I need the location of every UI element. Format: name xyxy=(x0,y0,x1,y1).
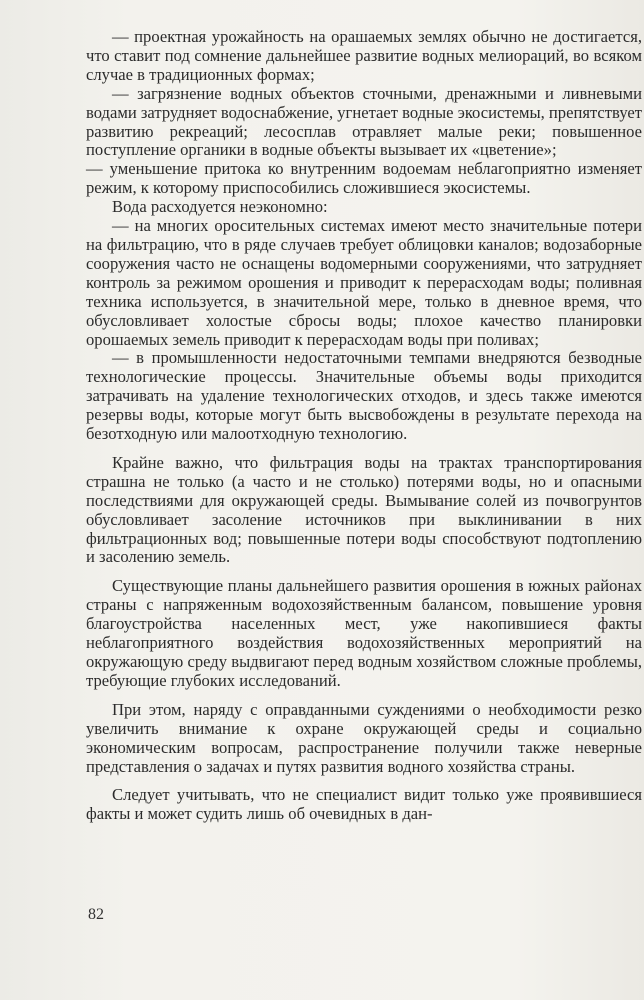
paragraph-specialist: Следует учитывать, что не специалист видит только уже проявившиеся факты и может судить лишь об очевидных в дан- xyxy=(86,785,642,824)
paragraph-filtration: Крайне важно, что фильтрация воды на трактах транспортирования страшна не только (а часто и не столько) потерями воды, но и опасными последствиями для окружающей среды. Вымывание солей из почвогрунтов обусловливает засоление источников при выклинивании в них фильтрационных вод; повышенные потери воды способствуют подтоплению и засолению земель. xyxy=(86,452,642,567)
paragraph-pollution: — загрязнение водных объектов сточными, дренажными и ливневыми водами затрудняет водоснабжение, угнетает водные экосистемы, препятствует развитию рекреаций; лесосплав отравляет малые реки; повышенное поступление органики в водные объекты вызывает их «цветение»; xyxy=(86,83,643,160)
paragraph-industry: — в промышленности недостаточными темпами внедряются безводные технологические процессы. Значительные объемы воды приходится затрачивать на удаление технологических отходов, и здесь также имеются резервы воды, которые могут быть высвобождены в результате перехода на безотходную или малоотходную технологию. xyxy=(86,348,642,444)
paragraph-plans: Существующие планы дальнейшего развития орошения в южных районах страны с напряженным водохозяйственным балансом, повышение уровня благоустройства населенных мест, уже накопившиеся факты неблагоприятного воздействия водохозяйственных мероприятий на окружающую среду выдвигают перед водным хозяйством сложные проблемы, требующие глубоких исследований. xyxy=(86,576,642,690)
paragraph-opinions: При этом, наряду с оправданными суждениями о необходимости резко увеличить внимание к охране окружающей среды и социально экономическим вопросам, распространение получили также неверные представления о задачах и путях развития водного хозяйства страны. xyxy=(86,699,642,776)
page-body xyxy=(86,28,642,824)
paragraph-inflow-reduction: — уменьшение притока ко внутренним водоемам неблагоприятно изменяет режим, к которому приспособились сложившиеся экосистемы. xyxy=(86,159,642,198)
page-number: 82 xyxy=(88,906,104,923)
paragraph-irrigation-losses: — на многих оросительных системах имеют место значительные потери на фильтрацию, что в ряде случаев требует облицовки каналов; водозаборные сооружения часто не оснащены водомерными сооружениями, что затрудняет контроль за режимом орошения и приводит к перерасходам воды; поливная техника используется, в значительной мере, только в дневное время, что обусловливает холостые сбросы воды; плохое качество планировки орошаемых земель приводит к перерасходам воды при поливах; xyxy=(86,216,642,349)
paragraph-water-waste-intro: Вода расходуется неэкономно: xyxy=(112,197,328,217)
paragraph-yield-problem: — проектная урожайность на орашаемых землях обычно не достигается, что ставит под сомнение дальнейшее развитие водных мелиораций, во всяком случае в традиционных формах; xyxy=(86,27,642,84)
